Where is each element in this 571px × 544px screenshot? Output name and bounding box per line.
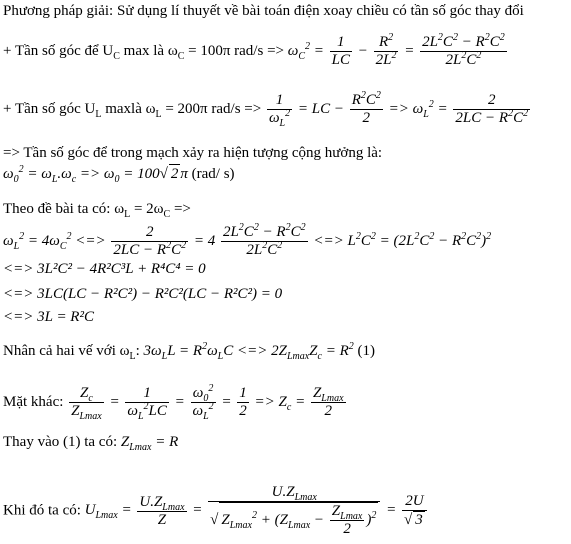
- resonance-formula: $\omega_0^2 = \omega_L.\omega_c => \omega_0 = 100√$ 2 π (rad/ s): [3, 164, 235, 185]
- method-title-text: Phương pháp giải: Sử dụng lí thuyết về bài toán điện xoay chiều có tần số góc thay đổi: [3, 3, 524, 19]
- uc-sub2: C: [177, 50, 185, 62]
- uc-text: + Tần số góc để U: [3, 42, 114, 59]
- final-text: Khi đó ta có:: [3, 502, 85, 519]
- ul-text3: = 200π rad/s =>: [161, 100, 262, 117]
- multiply-text: Nhân cả hai vế với ω: [3, 343, 130, 359]
- eq-b-text: <=> 3LC(LC − R²C²) − R²C²(LC − R²C²) = 0: [3, 286, 283, 302]
- multiply-sub: L: [129, 351, 136, 362]
- ul-max-line: [3, 92, 532, 127]
- given-formula: $\omega_L^2 = 4\omega_C^2$ <=> $\frac{2}{2LC - R^2C^2}$ = 4 $\frac{2L^2C^2 - R^2C^2}{2L^2C^2}$ <=> $L^2C^2 = (2L^2C^2 - R^2C^2)^2$: [3, 222, 492, 258]
- eq-c-text: <=> 3L = R²C: [3, 309, 94, 325]
- uc-formula: $\omega_C^2$ = $\frac{1}{LC}$ − $\frac{R^2}{2L^2}$ = $\frac{2L^2C^2 - R^2C^2}{2L^2C^2}$: [287, 32, 505, 68]
- substitute-line: [3, 433, 178, 451]
- resonance-text: => Tần số góc để trong mạch xảy ra hiện tượng cộng hưởng là:: [3, 145, 383, 161]
- multiply-formula: $3\omega_LL = R^2\omega_LC$ <=> $2Z_{Lmax}Z_c = R^2$ (1): [143, 341, 376, 362]
- final-line: [3, 484, 429, 538]
- given-text3: =>: [170, 201, 191, 217]
- uc-max-line: [3, 34, 509, 69]
- given-sub2: C: [163, 209, 171, 220]
- given-line: [3, 200, 191, 218]
- ul-sub2: L: [155, 108, 162, 120]
- otherwise-line: [3, 385, 348, 420]
- eq-b: [3, 285, 282, 303]
- ul-text: + Tần số góc U: [3, 100, 96, 117]
- multiply-line: [3, 342, 375, 360]
- eq-a: [3, 260, 206, 278]
- ul-text2: maxlà ω: [101, 100, 156, 117]
- otherwise-text: Mặt khác:: [3, 393, 68, 410]
- uc-text3: = 100π rad/s =>: [184, 42, 288, 59]
- eq-a-text: <=> 3L²C² − 4R²C³L + R⁴C⁴ = 0: [3, 261, 206, 277]
- substitute-text: Thay vào (1) ta có:: [3, 434, 121, 450]
- resonance-line: [3, 144, 382, 162]
- eq-c: [3, 308, 94, 326]
- multiply-text2: :: [135, 343, 144, 359]
- substitute-formula: $Z_{Lmax} = R$: [120, 434, 179, 453]
- given-text: Theo đề bài ta có: ω: [3, 201, 125, 217]
- final-formula: $U_{Lmax}$ = $\frac{U.Z_{Lmax}}{Z}$ = $U.Z_{Lmax}$ √ $Z_{Lmax}^2 + (Z_{Lmax}$ − $\frac{Z_{Lmax}}{2}$ )$^2$ = $\frac{2U}{√ 3}$: [85, 502, 429, 518]
- otherwise-formula: $\frac{Z_c}{Z_{Lmax}}$ = $\frac{1}{\omega_L^2LC}$ = $\frac{\omega_0^2}{\omega_L^2}$ = $\frac{1}{2}$ => $Z_c$ = $\frac{Z_{Lmax}}{2}$: [71, 383, 344, 422]
- uc-text2: max là ω: [119, 42, 178, 59]
- given-sub: L: [124, 209, 131, 220]
- method-title: [3, 2, 524, 20]
- ul-sub: L: [95, 108, 102, 120]
- ul-formula: $\frac{1}{\omega_L^2}$ = LC − $\frac{R^2C^2}{2}$ => $\omega_L^2$ = $\frac{2}{2LC - R^2C^2}$: [268, 90, 529, 129]
- uc-sub: C: [113, 50, 120, 62]
- given-text2: = 2ω: [130, 201, 164, 217]
